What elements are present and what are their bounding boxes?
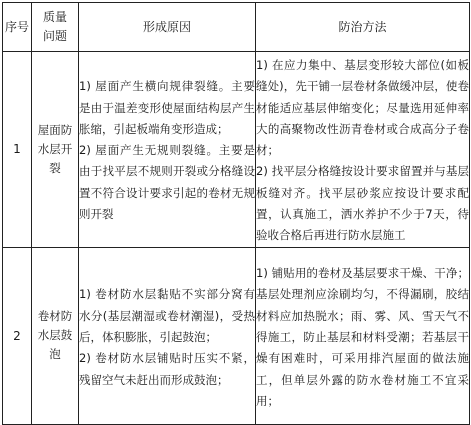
row-no: 1 xyxy=(3,52,32,248)
row-prevention xyxy=(256,52,470,248)
cause-item: 1) 屋面产生横向规律裂缝。主要是由于温差变形使屋面结构层产生胀缩，引起板端角变形造成； xyxy=(79,79,255,136)
quality-issue-table xyxy=(2,2,470,425)
header-cause: 形成原因 xyxy=(79,3,256,52)
cause-item: 2) 卷材防水层铺贴时压实不紧，残留空气未赶出而形成鼓泡； xyxy=(79,351,255,387)
row-no: 2 xyxy=(3,247,32,424)
cause-item: 1) 卷材防水层黏贴不实部分窝有水分(基层潮湿或卷材潮湿)，受热后，体积膨胀，引起鼓泡； xyxy=(79,287,255,345)
cause-item: 2) 屋面产生无规则裂缝。主要是由于找平层不规则开裂或分格缝设置不符合设计要求引起的卷材无规则开裂 xyxy=(79,143,255,222)
prevention-item: 2) 找平层分格缝按设计要求留置并与基层板缝对齐。找平层砂浆应按设计要求配置，认真施工，洒水养护不少于7天，待验收合格后再进行防水层施工 xyxy=(256,164,469,243)
row-problem xyxy=(32,247,79,424)
header-prevention: 防治方法 xyxy=(256,3,470,52)
header-row xyxy=(3,3,470,52)
row-prevention xyxy=(256,247,470,424)
header-problem xyxy=(32,3,79,52)
table-row xyxy=(3,52,470,248)
table-row xyxy=(3,247,470,424)
prevention-item: 1) 在应力集中、基层变形较大部位(如板缝处)，先干铺一层卷材条做缓冲层，使卷材能适应基层伸缩变化；尽量选用延伸率大的高聚物改性沥青卷材或合成高分子卷材； xyxy=(256,58,469,158)
row-cause xyxy=(79,247,256,424)
prevention-item: 1) 铺贴用的卷材及基层要求干燥、干净；基层处理剂应涂刷均匀，不得漏刷，胶结材料应加热脱水；雨、雾、风、雪天气不得施工，防止基层和材料受潮；若基层干燥有困难时，可采用排汽屋面的做法施工，但单层外露的防水卷材施工不宜采用； xyxy=(256,266,469,408)
header-no: 序号 xyxy=(3,3,32,52)
row-problem-text: 屋面防 水层开 裂 xyxy=(37,122,73,175)
row-problem xyxy=(32,52,79,248)
row-cause xyxy=(79,52,256,248)
row-problem-text: 卷材防 水层鼓 泡 xyxy=(37,309,73,362)
header-problem-text: 质量 问题 xyxy=(42,10,67,43)
